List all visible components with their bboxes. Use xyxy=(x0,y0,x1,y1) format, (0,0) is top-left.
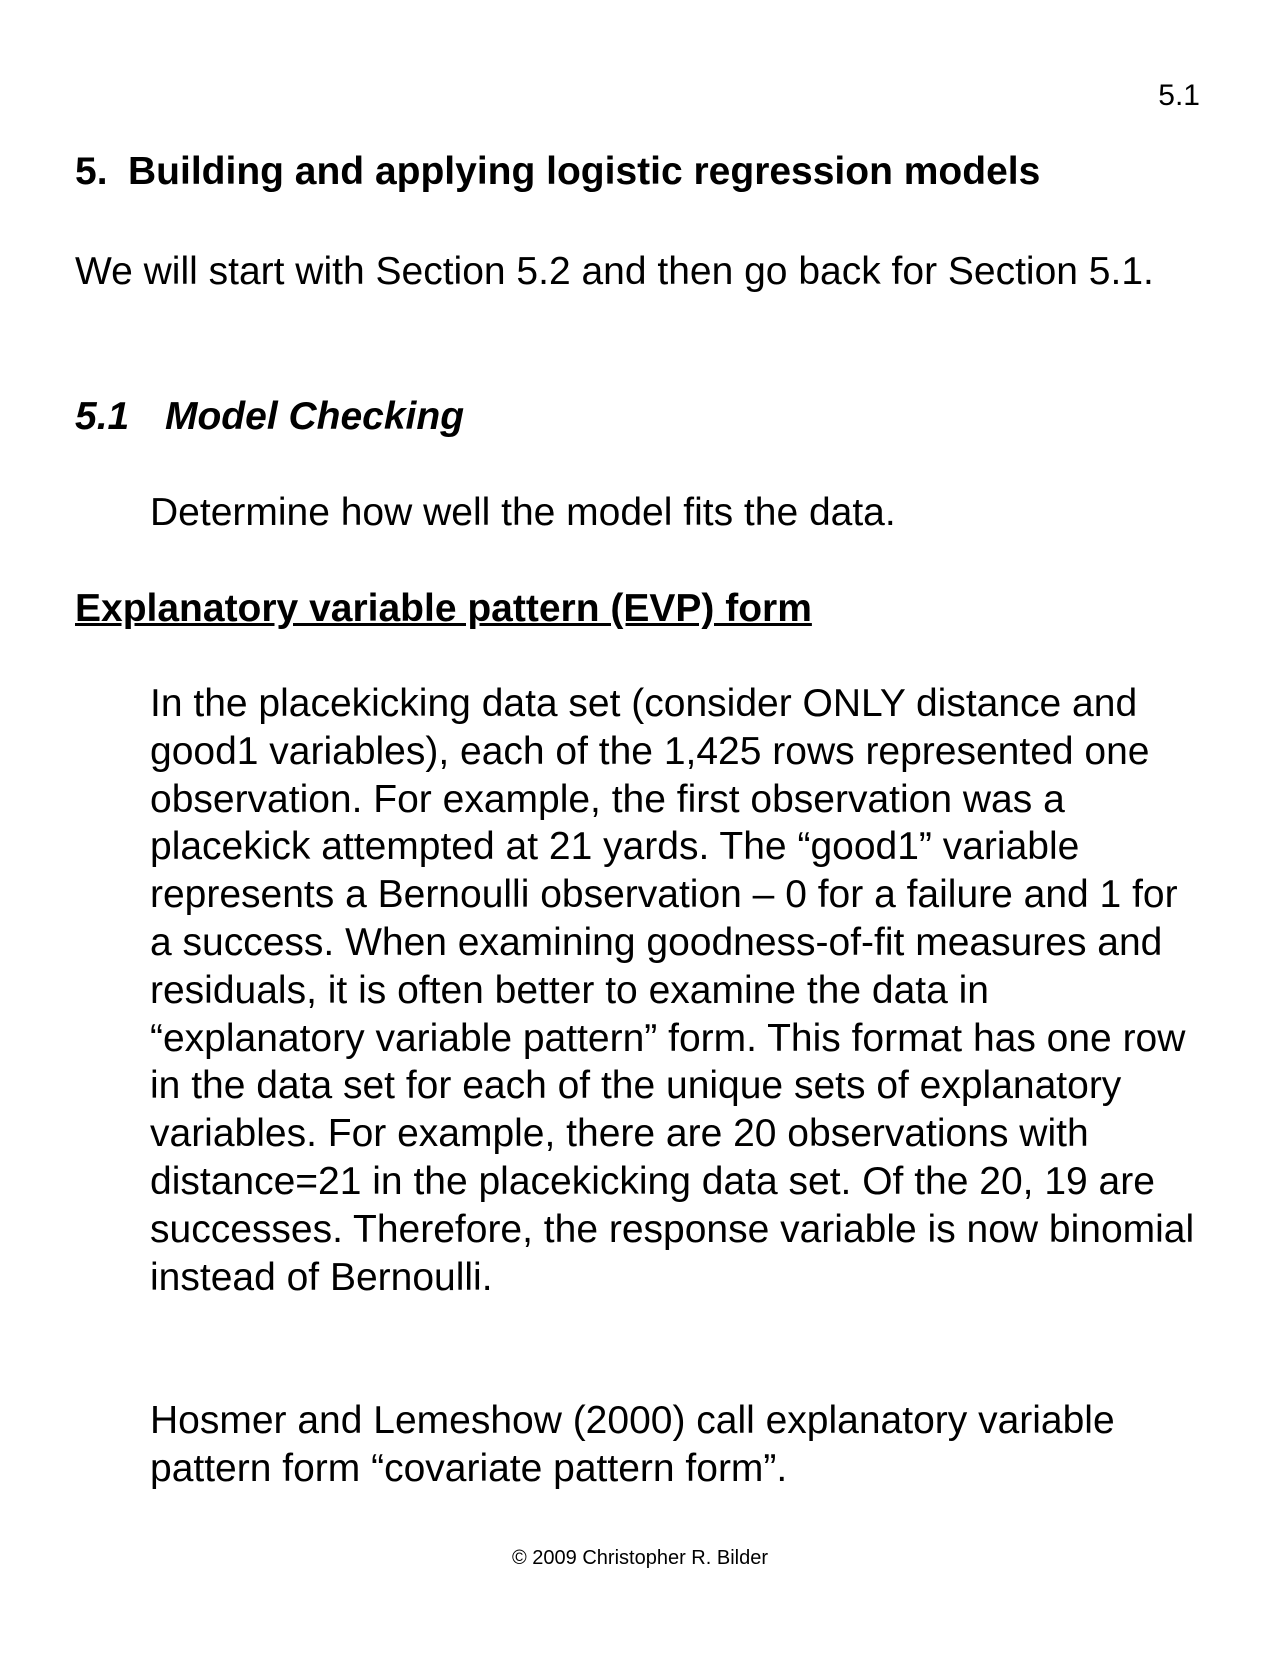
chapter-title xyxy=(75,148,1040,196)
footer-copyright: © 2009 Christopher R. Bilder xyxy=(512,1547,768,1569)
subsection-heading: Explanatory variable pattern (EVP) form xyxy=(75,587,812,630)
section-lead: Determine how well the model fits the data. xyxy=(150,491,896,534)
intro-paragraph: We will start with Section 5.2 and then go back for Section 5.1. xyxy=(75,250,1154,293)
page-number: 5.1 xyxy=(1158,79,1200,112)
chapter-number: 5. xyxy=(75,150,108,193)
section-title-text: Model Checking xyxy=(165,395,465,438)
body-paragraph-evp: In the placekicking data set (consider ONLY distance and good1 variables), each of the 1,425 rows represented one observation. For example, the first observation was a placekick attempted at 21 yards. The “good1” variable represents a Bernoulli observation – 0 for a failure and 1 for a success. When examining goodness-of-fit measures and residuals, it is often better to examine the data in “explanatory variable pattern” form. This format has one row in the data set for each of the unique sets of explanatory variables. For example, there are 20 observations with distance=21 in the placekicking data set. Of the 20, 19 are successes. Therefore, the response variable is now binomial instead of Bernoulli. xyxy=(150,682,1195,1299)
section-number: 5.1 xyxy=(75,395,130,438)
section-title xyxy=(75,393,464,441)
body-paragraph-covariate: Hosmer and Lemeshow (2000) call explanatory variable pattern form “covariate pattern form”. xyxy=(150,1399,1115,1490)
chapter-title-text: Building and applying logistic regression models xyxy=(128,150,1041,193)
